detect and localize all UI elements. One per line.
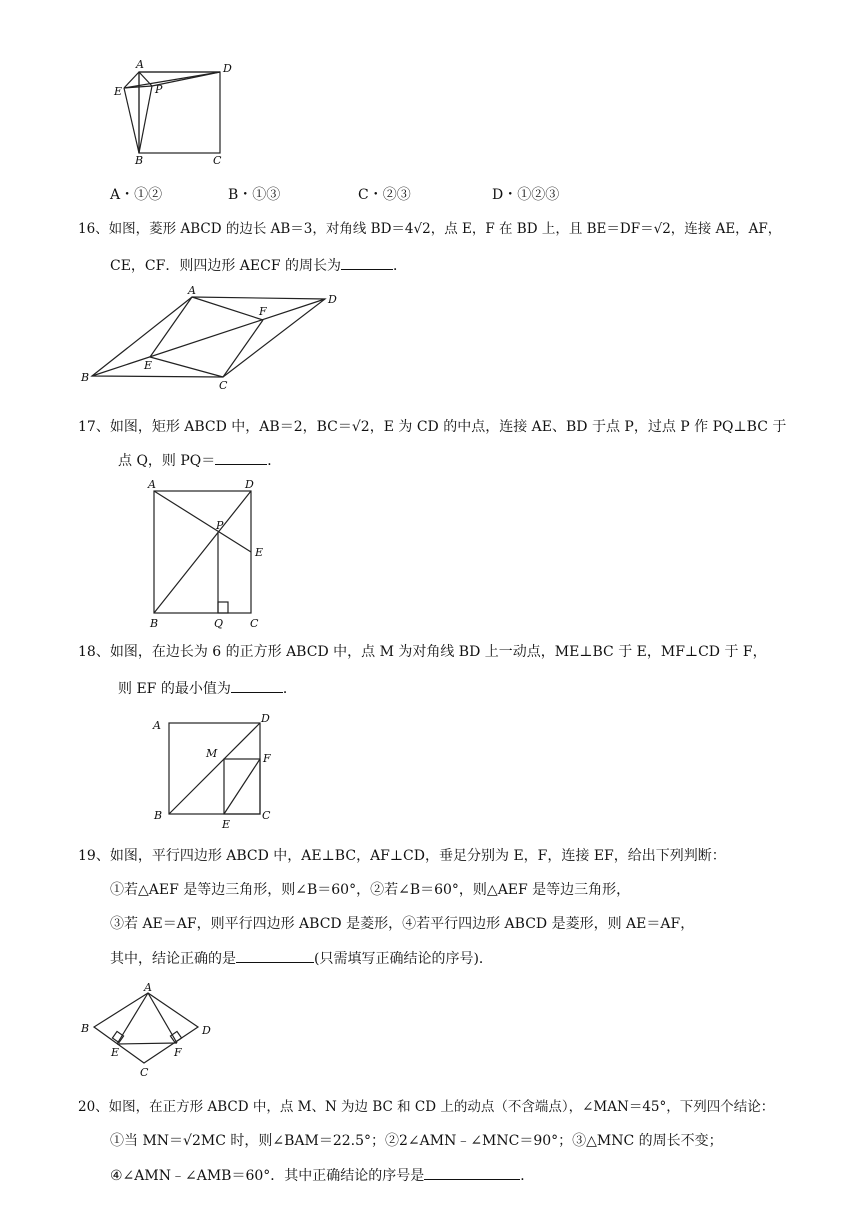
q19-line-ae [117, 993, 148, 1044]
q18-line2-text: 则 EF 的最小值为 [118, 681, 231, 697]
q20-line3-end: ． [520, 1168, 535, 1184]
q19-figure [78, 982, 228, 1078]
q19-line4 [110, 948, 493, 969]
q16-label-e: E [144, 359, 153, 372]
q17-right-angle-mark [218, 602, 228, 613]
q18-label-a: A [153, 719, 161, 732]
q18-label-e: E [222, 818, 231, 831]
q17-label-p: P [216, 519, 224, 532]
q17-diagonal-bd [154, 491, 251, 613]
q18-label-b: B [154, 809, 163, 822]
q19-label-c: C [140, 1066, 149, 1079]
q19-label-d: D [202, 1024, 211, 1037]
q16-line2 [110, 255, 407, 276]
q18-label-c: C [262, 809, 271, 822]
q17-line-ae [154, 491, 251, 552]
q18-answer-blank[interactable] [231, 678, 283, 693]
q16-diagonal-bd [92, 299, 325, 376]
q15-option-c: C・②③ [358, 187, 411, 203]
q17-line1: 17、如图，矩形 ABCD 中，AB＝2，BC＝√2，E 为 CD 的中点，连接 AE、BD 于点 P，过点 P 作 PQ⊥BC 于 [78, 419, 787, 435]
q15-label-e: E [114, 85, 123, 98]
q19-line4-start: 其中，结论正确的是 [110, 951, 236, 967]
q15-label-d: D [223, 62, 232, 75]
q20-line3 [110, 1165, 534, 1186]
q17-label-c: C [250, 617, 259, 630]
q15-label-b: B [135, 154, 144, 167]
q19-parallelogram [94, 993, 198, 1063]
q18-line-ef [224, 759, 260, 814]
q18-line2-end: ． [282, 681, 297, 697]
q16-line2-end: ． [393, 258, 408, 274]
q15-label-a: A [136, 58, 144, 71]
q19-label-b: B [81, 1022, 90, 1035]
q19-line3: ③若 AE＝AF，则平行四边形 ABCD 是菱形，④若平行四边形 ABCD 是菱形，则 AE＝AF， [110, 916, 695, 932]
q19-label-a: A [144, 981, 152, 994]
q16-line-af [192, 297, 263, 320]
q17-label-d: D [245, 478, 254, 491]
q18-line2 [118, 678, 297, 699]
q19-line-ef [117, 1043, 177, 1044]
q15-option-b: B・①③ [228, 187, 281, 203]
q17-label-a: A [148, 478, 156, 491]
q16-line-cf [223, 320, 263, 377]
q16-line2-text: CE，CF．则四边形 AECF 的周长为 [110, 258, 342, 274]
q16-line-ae [150, 297, 192, 357]
q20-line2: ①当 MN＝√2MC 时，则∠BAM＝22.5°；②2∠AMN﹣∠MNC＝90°；③△MNC 的周长不变； [110, 1133, 723, 1149]
q16-label-d: D [328, 293, 337, 306]
q19-line4-end: (只需填写正确结论的序号)． [314, 951, 493, 967]
q17-label-b: B [150, 617, 159, 630]
q16-label-a: A [188, 284, 196, 297]
q16-label-f: F [259, 305, 267, 318]
q15-label-p: P [155, 83, 163, 96]
q19-line2: ①若△AEF 是等边三角形，则∠B＝60°，②若∠B＝60°，则△AEF 是等边三角形， [110, 882, 631, 898]
q20-answer-blank[interactable] [424, 1165, 520, 1180]
q15-line-ed [124, 72, 220, 88]
q17-answer-blank[interactable] [215, 450, 267, 465]
q17-line2-end: ． [267, 453, 282, 469]
q15-square [139, 72, 220, 153]
q19-label-e: E [111, 1046, 120, 1059]
q17-line2-text: 点 Q，则 PQ＝ [118, 453, 216, 469]
q16-label-b: B [81, 371, 90, 384]
q15-line-pb [139, 86, 152, 153]
q20-line1: 20、如图，在正方形 ABCD 中，点 M、N 为边 BC 和 CD 上的动点（不含端点），∠MAN＝45°，下列四个结论： [78, 1099, 775, 1115]
q15-line-eb [124, 88, 139, 153]
q19-line1: 19、如图，平行四边形 ABCD 中，AE⊥BC，AF⊥CD，垂足分别为 E，F，连接 EF，给出下列判断： [78, 848, 726, 864]
q17-label-q: Q [214, 617, 224, 630]
q16-label-c: C [219, 379, 228, 392]
q15-option-d: D・①②③ [492, 187, 560, 203]
q15-label-c: C [213, 154, 222, 167]
q17-figure [140, 476, 280, 632]
q16-line-ce [150, 357, 223, 377]
q15-figure [110, 58, 240, 168]
q15-option-a: A・①② [110, 187, 163, 203]
q18-diagonal-bd [169, 723, 260, 814]
q17-label-e: E [255, 546, 264, 559]
q19-line-af [148, 993, 177, 1043]
q16-figure [78, 284, 348, 392]
q18-figure [148, 708, 278, 830]
q16-line1: 16、如图，菱形 ABCD 的边长 AB＝3，对角线 BD＝4√2，点 E，F 在 BD 上，且 BE＝DF＝√2，连接 AE，AF， [78, 221, 782, 237]
q17-line2 [118, 450, 281, 471]
q18-line1: 18、如图，在边长为 6 的正方形 ABCD 中，点 M 为对角线 BD 上一动点，ME⊥BC 于 E，MF⊥CD 于 F， [78, 644, 767, 660]
q19-answer-blank[interactable] [236, 948, 314, 963]
q16-answer-blank[interactable] [341, 255, 393, 270]
q19-label-f: F [174, 1046, 182, 1059]
q20-line3-start: ④∠AMN﹣∠AMB＝60°．其中正确结论的序号是 [110, 1168, 425, 1184]
q18-label-d: D [261, 712, 270, 725]
q18-label-m: M [206, 747, 218, 760]
q18-label-f: F [263, 752, 271, 765]
